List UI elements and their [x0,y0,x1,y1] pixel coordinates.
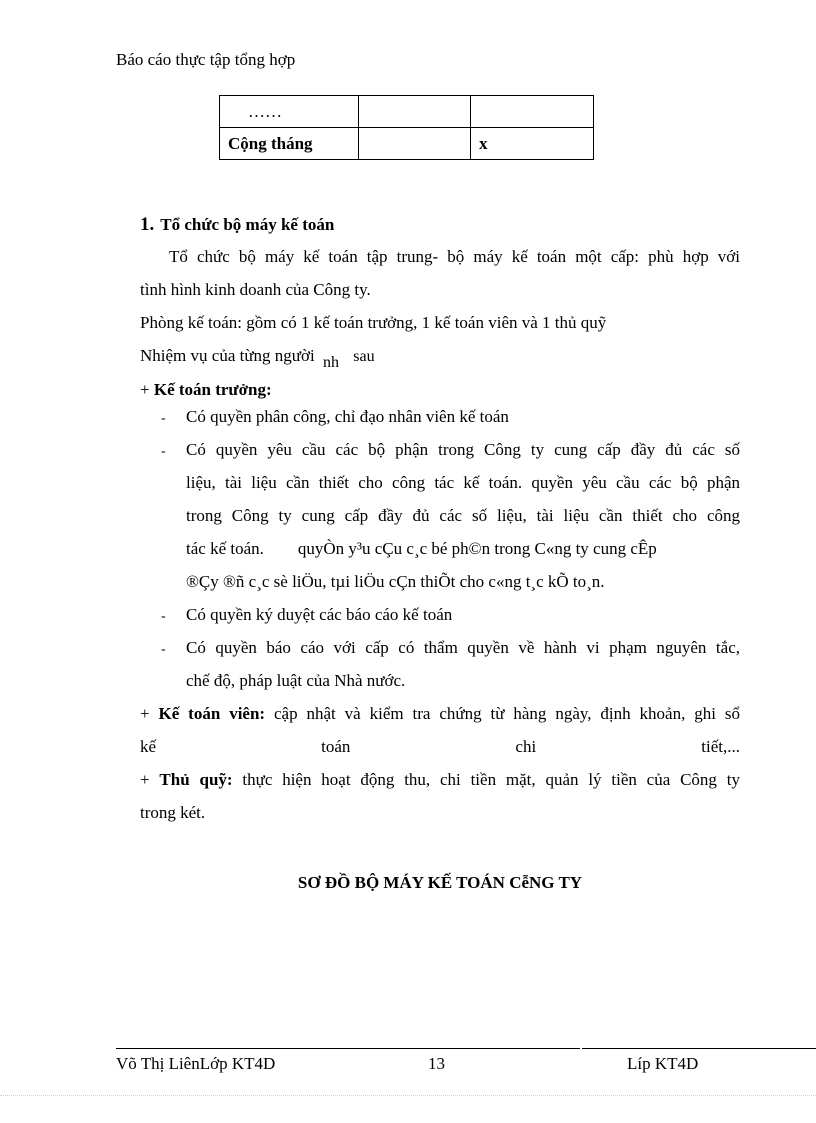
bullet-item [186,598,740,631]
duties-suffix: sau [353,348,375,365]
section-heading [140,214,334,236]
bullet-line: Có quyền báo cáo với cấp có thẩm quyền về hành vi phạm nguyên tắc, [186,638,740,657]
bullet-dash: - [161,642,166,657]
duties-prefix: Nhiệm vụ của từng người [140,346,315,365]
table-cell [471,96,594,128]
page-header-title: Báo cáo thực tập tổng hợp [116,50,296,69]
bullet-line: trong Công ty cung cấp đầy đủ các số liệu, tài liệu cần thiết cho công [186,506,740,525]
table-cell [359,96,471,128]
bullet-line: chế độ, pháp luật của Nhà nước. [186,671,406,690]
word: kế [140,737,157,756]
word: chi [515,737,537,756]
table-row [220,96,594,128]
bullet-dash: - [161,609,166,624]
staff-line [140,697,740,730]
intro-line: Tổ chức bộ máy kế toán tập trung- bộ máy kế toán một cấp: phù hợp với [169,247,740,266]
staff-text: cập nhật và kiểm tra chứng từ hàng ngày, định khoản, ghi sổ [265,704,740,723]
page-bottom-divider [0,1095,816,1096]
staff-paragraph [140,697,740,829]
cashier-text: thực hiện hoạt động thu, chi tiền mặt, quản lý tiền của Công ty [232,770,740,789]
bullet-line: ®Çy ®ñ c¸c sè liÖu, tµi liÖu cÇn thiÕt cho c«ng t¸c kÕ to¸n. [186,572,605,591]
table-cell [359,128,471,160]
table-cell: …… [220,96,359,128]
office-line: Phòng kế toán: gồm có 1 kế toán trưởng, 1 kế toán viên và 1 thủ quỹ [140,313,607,332]
cashier-line-2: trong két. [140,803,206,822]
summary-table [219,95,594,160]
staff-line-2 [140,730,740,763]
plus-sign: + [140,704,159,723]
section-number: 1. [140,214,155,235]
table-row [220,128,594,160]
bullet-line: Có quyền phân công, chỉ đạo nhân viên kế toán [186,407,509,426]
bullet-line: Có quyền yêu cầu các bộ phận trong Công ty cung cấp đầy đủ các số [186,440,740,459]
word: tiết,... [701,737,740,756]
staff-label: Kế toán viên: [158,704,266,723]
duties-nh: nh [322,354,339,371]
intro-line: tình hình kinh doanh của Công ty. [140,280,371,299]
footer-class: Líp KT4D [627,1054,699,1073]
cashier-line [140,763,740,796]
bullet-item [186,433,740,598]
diagram-title: SƠ ĐỒ BỘ MÁY KẾ TOÁN CễNG TY [297,873,583,892]
cashier-label: Thủ quỹ: [159,770,233,789]
footer-rule [582,1048,816,1049]
footer-page-number: 13 [428,1054,445,1073]
duties-line [140,339,740,373]
bullet-dash: - [161,444,166,459]
table-cell: x [471,128,594,160]
bullet-dash: - [161,411,166,426]
bullet-item [186,400,740,433]
chief-accountant-label: Kế toán trưởng: [153,380,272,399]
word: toán [321,737,351,756]
bullet-line: tác kế toán. quyÒn y³u cÇu c¸c bé ph©n trong C«ng ty cung cÊp [186,539,657,558]
plus-sign: + [140,380,154,399]
footer-rule [116,1048,580,1049]
bullet-line: Có quyền ký duyệt các báo cáo kế toán [186,605,453,624]
footer-author: Võ Thị LiênLớp KT4D [116,1054,276,1073]
table-cell-total-label: Cộng tháng [220,128,359,160]
bullet-item [186,631,740,697]
section-heading-text: Tổ chức bộ máy kế toán [160,215,335,234]
bullet-line: liệu, tài liệu cần thiết cho công tác kế toán. quyền yêu cầu các bộ phận [186,473,740,492]
intro-paragraph [140,240,740,406]
plus-sign: + [140,770,160,789]
